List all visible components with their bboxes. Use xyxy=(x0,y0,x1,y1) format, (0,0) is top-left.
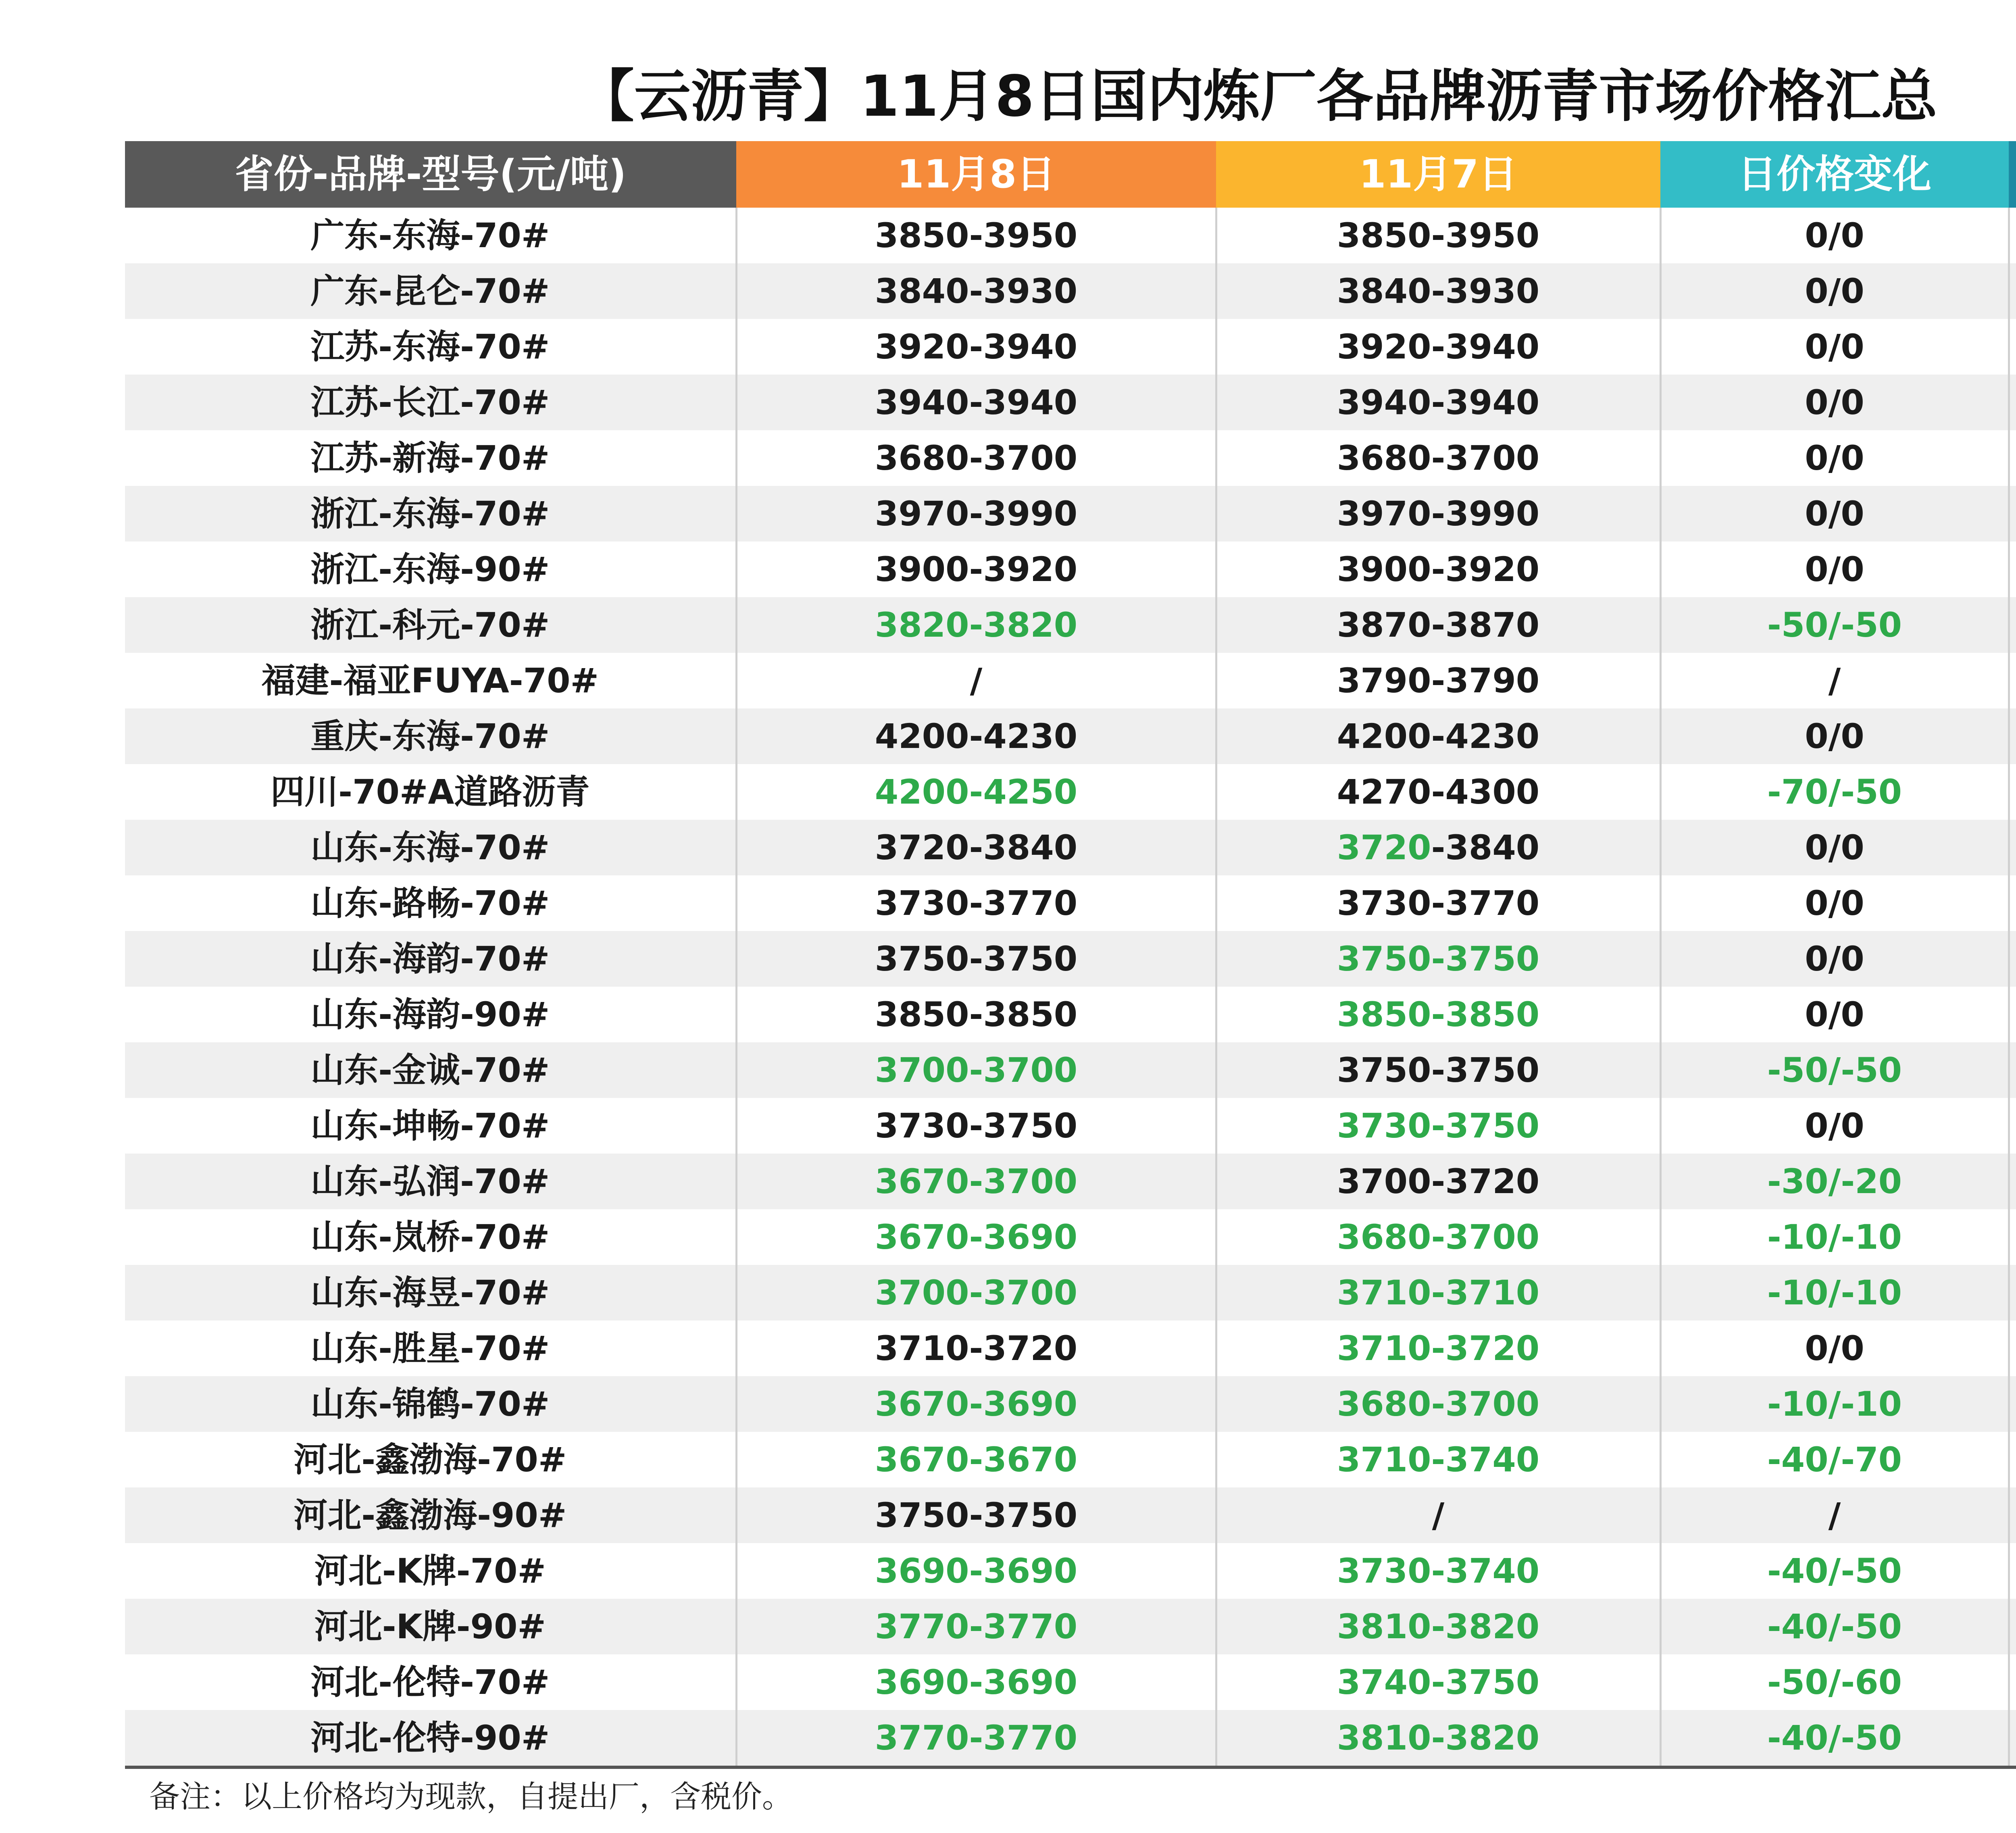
product-name-cell: 河北-鑫渤海-90# xyxy=(125,1487,736,1543)
table-row xyxy=(125,764,2016,820)
product-name-cell: 河北-鑫渤海-70# xyxy=(125,1432,736,1487)
weekly-change-cell xyxy=(2009,820,2016,875)
price-nov7-cell: 3870-3870 xyxy=(1216,597,1660,653)
header-row xyxy=(125,141,2016,208)
weekly-change-cell xyxy=(2009,1432,2016,1487)
product-name-cell: 广东-东海-70# xyxy=(125,208,736,263)
price-nov7-cell: 3740-3750 xyxy=(1216,1654,1660,1710)
price-nov7-cell: 3730-3740 xyxy=(1216,1543,1660,1599)
price-nov7-cell: 3730-3770 xyxy=(1216,875,1660,931)
daily-change-cell: 0/0 xyxy=(1660,375,2009,430)
price-nov8-cell: 3670-3670 xyxy=(736,1432,1216,1487)
weekly-change-cell xyxy=(2009,263,2016,319)
table-row xyxy=(125,931,2016,987)
product-name-cell: 四川-70#A道路沥青 xyxy=(125,764,736,820)
daily-change-cell: 0/0 xyxy=(1660,430,2009,486)
product-name-cell: 山东-弘润-70# xyxy=(125,1154,736,1209)
weekly-change-cell xyxy=(2009,1710,2016,1767)
daily-change-cell: -70/-50 xyxy=(1660,764,2009,820)
price-nov7-cell: 3840-3930 xyxy=(1216,263,1660,319)
price-nov7-cell: 3750-3750 xyxy=(1216,1042,1660,1098)
weekly-change-cell xyxy=(2009,987,2016,1042)
product-name-cell: 浙江-科元-70# xyxy=(125,597,736,653)
table-row xyxy=(125,1376,2016,1432)
table-row xyxy=(125,542,2016,597)
price-nov7-cell: 3710-3720 xyxy=(1216,1321,1660,1376)
daily-change-cell: 0/0 xyxy=(1660,319,2009,375)
price-nov8-cell: 3850-3850 xyxy=(736,987,1216,1042)
weekly-change-cell xyxy=(2009,1321,2016,1376)
product-name-cell: 山东-海韵-90# xyxy=(125,987,736,1042)
price-nov8-cell: 3670-3690 xyxy=(736,1209,1216,1265)
weekly-change-cell xyxy=(2009,1098,2016,1154)
daily-change-cell: -30/-20 xyxy=(1660,1154,2009,1209)
weekly-change-cell xyxy=(2009,764,2016,820)
daily-change-cell: 0/0 xyxy=(1660,987,2009,1042)
price-nov7-cell: 3680-3700 xyxy=(1216,430,1660,486)
table-row xyxy=(125,1209,2016,1265)
daily-change-cell: 0/0 xyxy=(1660,1098,2009,1154)
weekly-change-cell xyxy=(2009,653,2016,708)
footnote: 备注：以上价格均为现款，自提出厂，含税价。 xyxy=(149,1779,793,1814)
daily-change-cell: -10/-10 xyxy=(1660,1265,2009,1321)
table-row xyxy=(125,1654,2016,1710)
table-row xyxy=(125,1710,2016,1767)
product-name-cell: 山东-海昱-70# xyxy=(125,1265,736,1321)
product-name-cell: 河北-伦特-90# xyxy=(125,1710,736,1767)
daily-change-cell: -10/-10 xyxy=(1660,1376,2009,1432)
price-nov7-cell: 3680-3700 xyxy=(1216,1376,1660,1432)
weekly-change-cell xyxy=(2009,319,2016,375)
price-nov8-cell: 3670-3700 xyxy=(736,1154,1216,1209)
product-name-cell: 浙江-东海-90# xyxy=(125,542,736,597)
price-nov8-cell: 3770-3770 xyxy=(736,1599,1216,1654)
price-nov7-cell: 3790-3790 xyxy=(1216,653,1660,708)
price-nov8-cell: / xyxy=(736,653,1216,708)
header-cell: 省份-品牌-型号(元/吨) xyxy=(125,141,736,208)
price-nov7-cell: 3700-3720 xyxy=(1216,1154,1660,1209)
price-nov8-cell: 4200-4230 xyxy=(736,708,1216,764)
price-nov7-cell: 3850-3950 xyxy=(1216,208,1660,263)
daily-change-cell: 0/0 xyxy=(1660,1321,2009,1376)
price-nov8-cell: 3850-3950 xyxy=(736,208,1216,263)
price-nov8-cell: 3700-3700 xyxy=(736,1042,1216,1098)
table-row xyxy=(125,1042,2016,1098)
product-name-cell: 重庆-东海-70# xyxy=(125,708,736,764)
table-row xyxy=(125,1321,2016,1376)
weekly-change-cell xyxy=(2009,875,2016,931)
table-row xyxy=(125,987,2016,1042)
table-row xyxy=(125,263,2016,319)
daily-change-cell: -50/-60 xyxy=(1660,1654,2009,1710)
price-nov8-cell: 3900-3920 xyxy=(736,542,1216,597)
price-nov8-cell: 3750-3750 xyxy=(736,1487,1216,1543)
weekly-change-cell xyxy=(2009,1654,2016,1710)
price-nov7-cell: 3920-3940 xyxy=(1216,319,1660,375)
daily-change-cell: 0/0 xyxy=(1660,931,2009,987)
daily-change-cell: 0/0 xyxy=(1660,486,2009,542)
weekly-change-cell xyxy=(2009,708,2016,764)
price-table xyxy=(125,141,2016,1769)
product-name-cell: 山东-海韵-70# xyxy=(125,931,736,987)
daily-change-cell: -40/-50 xyxy=(1660,1599,2009,1654)
price-nov8-cell: 3920-3940 xyxy=(736,319,1216,375)
daily-change-cell: 0/0 xyxy=(1660,820,2009,875)
daily-change-cell: 0/0 xyxy=(1660,542,2009,597)
daily-change-cell: -10/-10 xyxy=(1660,1209,2009,1265)
table-row xyxy=(125,1432,2016,1487)
price-nov7-cell: 4200-4230 xyxy=(1216,708,1660,764)
product-name-cell: 河北-K牌-70# xyxy=(125,1543,736,1599)
daily-change-cell: -40/-70 xyxy=(1660,1432,2009,1487)
daily-change-cell: -40/-50 xyxy=(1660,1543,2009,1599)
price-nov8-cell: 4200-4250 xyxy=(736,764,1216,820)
price-nov7-cell: / xyxy=(1216,1487,1660,1543)
price-nov7-cell: 4270-4300 xyxy=(1216,764,1660,820)
daily-change-cell: 0/0 xyxy=(1660,875,2009,931)
price-nov8-cell: 3690-3690 xyxy=(736,1654,1216,1710)
table-row xyxy=(125,430,2016,486)
price-nov8-cell: 3730-3770 xyxy=(736,875,1216,931)
weekly-change-cell xyxy=(2009,1042,2016,1098)
table-row xyxy=(125,375,2016,430)
product-name-cell: 山东-锦鹤-70# xyxy=(125,1376,736,1432)
price-nov8-cell: 3970-3990 xyxy=(736,486,1216,542)
weekly-change-cell xyxy=(2009,208,2016,263)
table-row xyxy=(125,820,2016,875)
table-row xyxy=(125,486,2016,542)
price-nov8-cell: 3710-3720 xyxy=(736,1321,1216,1376)
daily-change-cell: 0/0 xyxy=(1660,208,2009,263)
header-cell: 11月7日 xyxy=(1216,141,1660,208)
price-nov7-cell: 3710-3710 xyxy=(1216,1265,1660,1321)
price-nov7-cell: 3940-3940 xyxy=(1216,375,1660,430)
daily-change-cell: / xyxy=(1660,1487,2009,1543)
weekly-change-cell xyxy=(2009,931,2016,987)
price-nov7-cell: 3750-3750 xyxy=(1216,931,1660,987)
weekly-change-cell xyxy=(2009,486,2016,542)
price-nov7-high: -3840 xyxy=(1431,828,1540,867)
daily-change-cell: -50/-50 xyxy=(1660,1042,2009,1098)
product-name-cell: 福建-福亚FUYA-70# xyxy=(125,653,736,708)
product-name-cell: 广东-昆仑-70# xyxy=(125,263,736,319)
price-nov7-cell: 3710-3740 xyxy=(1216,1432,1660,1487)
product-name-cell: 山东-坤畅-70# xyxy=(125,1098,736,1154)
price-nov8-cell: 3820-3820 xyxy=(736,597,1216,653)
price-nov8-cell: 3770-3770 xyxy=(736,1710,1216,1767)
weekly-change-cell xyxy=(2009,597,2016,653)
table-row xyxy=(125,1487,2016,1543)
price-nov8-cell: 3720-3840 xyxy=(736,820,1216,875)
table-row xyxy=(125,1543,2016,1599)
price-nov8-cell: 3940-3940 xyxy=(736,375,1216,430)
price-nov7-cell: 3850-3850 xyxy=(1216,987,1660,1042)
price-nov7-cell: 3900-3920 xyxy=(1216,542,1660,597)
table-row xyxy=(125,1599,2016,1654)
table-row xyxy=(125,708,2016,764)
product-name-cell: 山东-金诚-70# xyxy=(125,1042,736,1098)
price-nov8-cell: 3750-3750 xyxy=(736,931,1216,987)
price-nov7-cell: 3970-3990 xyxy=(1216,486,1660,542)
weekly-change-cell xyxy=(2009,430,2016,486)
daily-change-cell: -40/-50 xyxy=(1660,1710,2009,1767)
product-name-cell: 山东-路畅-70# xyxy=(125,875,736,931)
daily-change-cell: / xyxy=(1660,653,2009,708)
price-nov8-cell: 3680-3700 xyxy=(736,430,1216,486)
table-row xyxy=(125,319,2016,375)
product-name-cell: 江苏-长江-70# xyxy=(125,375,736,430)
price-nov7-cell: 3810-3820 xyxy=(1216,1599,1660,1654)
product-name-cell: 山东-胜星-70# xyxy=(125,1321,736,1376)
product-name-cell: 山东-东海-70# xyxy=(125,820,736,875)
weekly-change-cell xyxy=(2009,1154,2016,1209)
product-name-cell: 河北-伦特-70# xyxy=(125,1654,736,1710)
header-cell: 日价格变化 xyxy=(1660,141,2009,208)
page-title: 【云沥青】11月8日国内炼厂各品牌沥青市场价格汇总 xyxy=(577,64,1938,129)
weekly-change-cell xyxy=(2009,1599,2016,1654)
header-cell: 11月8日 xyxy=(736,141,1216,208)
product-name-cell: 江苏-新海-70# xyxy=(125,430,736,486)
price-nov7-cell xyxy=(1216,820,1660,875)
price-nov8-cell: 3690-3690 xyxy=(736,1543,1216,1599)
price-nov7-cell: 3730-3750 xyxy=(1216,1098,1660,1154)
table-row xyxy=(125,208,2016,263)
weekly-change-cell xyxy=(2009,1543,2016,1599)
price-nov8-cell: 3700-3700 xyxy=(736,1265,1216,1321)
price-nov8-cell: 3730-3750 xyxy=(736,1098,1216,1154)
header-cell xyxy=(2009,141,2016,208)
price-nov8-cell: 3670-3690 xyxy=(736,1376,1216,1432)
daily-change-cell: 0/0 xyxy=(1660,263,2009,319)
weekly-change-cell xyxy=(2009,375,2016,430)
table-row xyxy=(125,653,2016,708)
price-nov7-cell: 3810-3820 xyxy=(1216,1710,1660,1767)
weekly-change-cell xyxy=(2009,542,2016,597)
price-nov8-cell: 3840-3930 xyxy=(736,263,1216,319)
product-name-cell: 江苏-东海-70# xyxy=(125,319,736,375)
table-row xyxy=(125,1098,2016,1154)
table-row xyxy=(125,875,2016,931)
product-name-cell: 浙江-东海-70# xyxy=(125,486,736,542)
daily-change-cell: -50/-50 xyxy=(1660,597,2009,653)
weekly-change-cell xyxy=(2009,1265,2016,1321)
table-row xyxy=(125,1154,2016,1209)
weekly-change-cell xyxy=(2009,1209,2016,1265)
product-name-cell: 山东-岚桥-70# xyxy=(125,1209,736,1265)
table-row xyxy=(125,1265,2016,1321)
product-name-cell: 河北-K牌-90# xyxy=(125,1599,736,1654)
price-nov7-cell: 3680-3700 xyxy=(1216,1209,1660,1265)
daily-change-cell: 0/0 xyxy=(1660,708,2009,764)
price-nov7-low: 3720 xyxy=(1337,828,1431,867)
weekly-change-cell xyxy=(2009,1487,2016,1543)
weekly-change-cell xyxy=(2009,1376,2016,1432)
table-row xyxy=(125,597,2016,653)
